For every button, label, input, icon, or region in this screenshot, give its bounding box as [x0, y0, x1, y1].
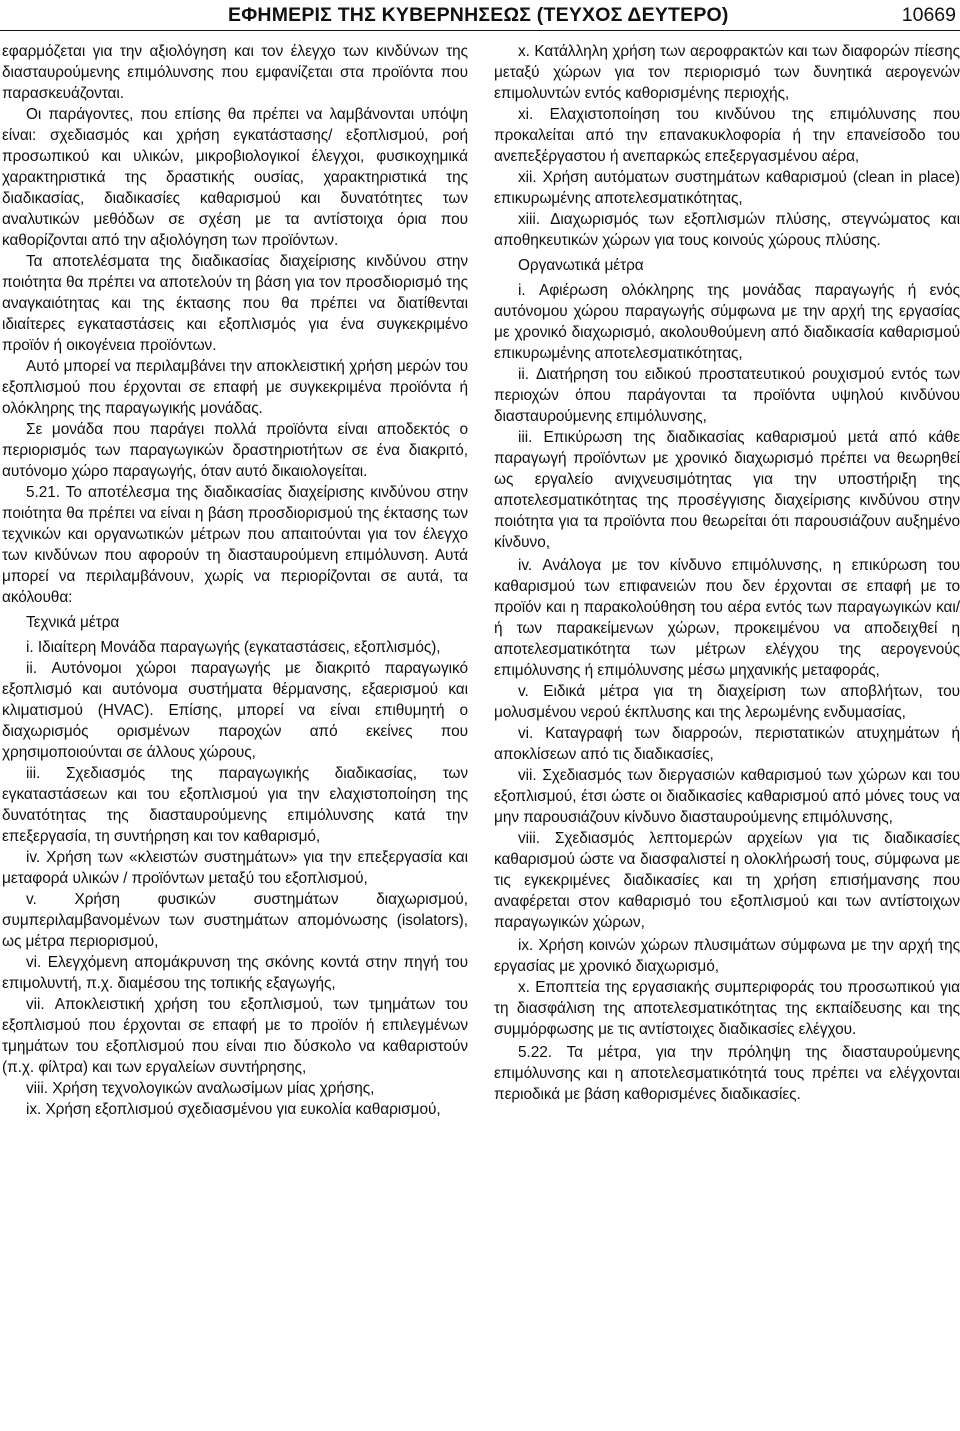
list-item: vii. Αποκλειστική χρήση του εξοπλισμού, των τμημάτων του εξοπλισμού που έρχονται σε επαφή με το προϊόν ή επιλεγμένων τμημάτων του εξοπλισμού που είναι πιο δύσκολο να καθαριστούν (π.χ. φίλτρα) και των εργαλείων συντήρησης, [2, 996, 468, 1076]
section-paragraph-5-22: 5.22. Τα μέτρα, για την πρόληψη της διασταυρούμενης επιμόλυνσης και η αποτελεσματικότητά τους πρέπει να ελέγχονται περιοδικά με βάση καθορισμένες διαδικασίες. [494, 1044, 960, 1103]
list-item: ii. Αυτόνομοι χώροι παραγωγής με διακριτό παραγωγικό εξοπλισμό και αυτόνομα συστήματα θέρμανσης, εξαερισμού και κλιματισμού (HVAC). Επίσης, μπορεί να είναι επιθυμητή ο διαχωρισμός ορισμένων παροχών από εκείνες που χρησιμοποιούνται σε άλλους χώρους, [2, 660, 468, 761]
list-item: v. Ειδικά μέτρα για τη διαχείριση των αποβλήτων, του μολυσμένου νερού έκπλυσης και της λερωμένης ενδυμασίας, [494, 683, 960, 721]
list-item: iv. Χρήση των «κλειστών συστημάτων» για την επεξεργασία και μεταφορά υλικών / προϊόντων μεταξύ του εξοπλισμού, [2, 849, 468, 887]
page-number: 10669 [901, 4, 956, 26]
list-item: v. Χρήση φυσικών συστημάτων διαχωρισμού, συμπεριλαμβανομένων των συστημάτων απομόνωσης (isolators), ως μέτρα περιορισμού, [2, 891, 468, 950]
page-header [0, 0, 960, 30]
left-column [2, 41, 468, 1120]
list-item: x. Κατάλληλη χρήση των αεροφρακτών και των διαφορών πίεσης μεταξύ χώρων για τον περιορισμό των δυνητικά αερογενών επιμολυντών εντός καθορισμένης περιοχής, [494, 43, 960, 102]
list-item: i. Ιδιαίτερη Μονάδα παραγωγής (εγκαταστάσεις, εξοπλισμός), [26, 639, 441, 656]
list-item: xii. Χρήση αυτόματων συστημάτων καθαρισμού (clean in place) επικυρωμένης αποτελεσματικότητας, [494, 169, 960, 207]
list-item: iii. Επικύρωση της διαδικασίας καθαρισμού μετά από κάθε παραγωγή προϊόντων με χρονικό διαχωρισμό πρέπει να θεωρηθεί ως εργαλείο ανιχνευσιμότητας για την υποστήριξη της αποτελεσματικότητας της προσέγγισης διαχείρισης κινδύνου στην ποιότητα για τα προϊόντα που θεωρείται ότι παρουσιάζουν αυξημένο κίνδυνο, [494, 429, 960, 551]
paragraph: Τα αποτελέσματα της διαδικασίας διαχείρισης κινδύνου στην ποιότητα θα πρέπει να αποτελούν τη βάση για τον προσδιορισμό της αναγκαιότητας και της έκτασης που θα πρέπει να διατίθενται ιδιαίτερες εγκαταστάσεις και εξοπλισμός για ένα συγκεκριμένο προϊόν ή οικογένεια προϊόντων. [2, 253, 468, 354]
list-item: vi. Καταγραφή των διαρροών, περιστατικών ατυχημάτων ή αποκλίσεων από τις διαδικασίες, [494, 725, 960, 763]
list-item: ix. Χρήση κοινών χώρων πλυσιμάτων σύμφωνα με την αρχή της εργασίας με χρονικό διαχωρισμό, [494, 937, 960, 975]
list-item: ix. Χρήση εξοπλισμού σχεδιασμένου για ευκολία καθαρισμού, [26, 1101, 441, 1118]
paragraph: Οι παράγοντες, που επίσης θα πρέπει να λαμβάνονται υπόψη είναι: σχεδιασμός και χρήση εγκατάστασης/ εξοπλισμού, ροή προσωπικού και υλικών, μικροβιολογικοί έλεγχοι, φυσικοχημικά χαρακτηριστικά της δραστικής ουσίας, χαρακτηριστικά της διαδικασίας, διαδικασίες καθαρισμού και δυνατότητες των αναλυτικών μεθόδων σε σχέση με τα αντίστοιχα όρια που καθορίζονται από την αξιολόγηση των προϊόντων. [2, 106, 468, 249]
right-column [494, 41, 960, 1105]
section-paragraph-5-21: 5.21. Το αποτέλεσμα της διαδικασίας διαχείρισης κινδύνου στην ποιότητα θα πρέπει να είναι η βάση προσδιορισμού της έκτασης των τεχνικών και οργανωτικών μέτρων που απαιτούνται για τον έλεγχο των κινδύνων που αφορούν τη διασταυρούμενη επιμόλυνση. Αυτά μπορεί να περιλαμβάνουν, χωρίς να περιορίζονται σε αυτά, τα ακόλουθα: [2, 484, 468, 606]
subheading-technical-measures: Τεχνικά μέτρα [26, 614, 120, 631]
paragraph: Σε μονάδα που παράγει πολλά προϊόντα είναι αποδεκτός ο περιορισμός των παραγωγικών δραστηριοτήτων σε ένα διακριτό, αυτόνομο χώρο παραγωγής, όταν αυτό δικαιολογείται. [2, 421, 468, 480]
list-item: xi. Ελαχιστοποίηση του κινδύνου της επιμόλυνσης που προκαλείται από την επανακυκλοφορία ή την επανείσοδο του ανεπεξέργαστου ή ανεπαρκώς επεξεργασμένου αέρα, [494, 106, 960, 165]
gazette-title: ΕΦΗΜΕΡΙΣ ΤΗΣ ΚΥΒΕΡΝΗΣΕΩΣ (ΤΕΥΧΟΣ ΔΕΥΤΕΡΟ) [228, 4, 729, 26]
paragraph: Αυτό μπορεί να περιλαμβάνει την αποκλειστική χρήση μερών του εξοπλισμού που έρχονται σε επαφή με συγκεκριμένα προϊόντα ή ολόκληρης της παραγωγικής μονάδας. [2, 358, 468, 417]
list-item: viii. Σχεδιασμός λεπτομερών αρχείων για τις διαδικασίες καθαρισμού ώστε να διασφαλιστεί η ολοκλήρωσή τους, σύμφωνα με τις εγκεκριμένες διαδικασίες και τη χρήση επισήμανσης που αναφέρεται στον καθαρισμό του εξοπλισμού και των αντίστοιχων παραγωγικών χώρων, [494, 830, 960, 931]
list-item: iv. Ανάλογα με τον κίνδυνο επιμόλυνσης, η επικύρωση του καθαρισμού των επιφανειών που δεν έρχονται σε επαφή με το προϊόν και η παρακολούθηση του αέρα εντός των παραγωγικών και/ ή των παρακείμενων χώρων, προκειμένου να αποδειχθεί η αποτελεσματικότητα των μέτρων ελέγχου της αερογενούς επιμόλυνσης ή επιμόλυνσης μέσω μηχανικής μεταφοράς, [494, 557, 960, 679]
list-item: vii. Σχεδιασμός των διεργασιών καθαρισμού των χώρων και του εξοπλισμού, έτσι ώστε οι διαδικασίες καθαρισμού από μόνες τους να μην παρουσιάζουν κίνδυνο διασταυρούμενης επιμόλυνσης, [494, 767, 960, 826]
header-divider [0, 30, 960, 31]
list-item: i. Αφιέρωση ολόκληρης της μονάδας παραγωγής ή ενός αυτόνομου χώρου παραγωγής σύμφωνα με την αρχή της εργασίας με χρονικό διαχωρισμό, ακολουθούμενη από διαδικασία καθαρισμού επικυρωμένης αποτελεσματικότητας, [494, 282, 960, 362]
list-item: x. Εποπτεία της εργασιακής συμπεριφοράς του προσωπικού για τη διασφάλιση της αποτελεσματικότητας της εκπαίδευσης και της συμμόρφωσης με τις αντίστοιχες διαδικασίες ελέγχου. [494, 979, 960, 1038]
paragraph: εφαρμόζεται για την αξιολόγηση και τον έλεγχο των κινδύνων της διασταυρούμενης επιμόλυνσης που εμφανίζεται στα προϊόντα που παρασκευάζονται. [2, 43, 468, 102]
list-item: viii. Χρήση τεχνολογικών αναλωσίμων μίας χρήσης, [26, 1080, 375, 1097]
list-item: iii. Σχεδιασμός της παραγωγικής διαδικασίας, των εγκαταστάσεων και του εξοπλισμού για την ελαχιστοποίηση της δυνατότητας της διασταυρούμενης επιμόλυνσης κατά την επεξεργασία, τη συντήρηση και τον καθαρισμό, [2, 765, 468, 845]
subheading-organizational-measures: Οργανωτικά μέτρα [518, 257, 644, 274]
list-item: xiii. Διαχωρισμός των εξοπλισμών πλύσης, στεγνώματος και αποθηκευτικών χώρων για τους κοινούς χώρους πλύσης. [494, 211, 960, 249]
list-item: ii. Διατήρηση του ειδικού προστατευτικού ρουχισμού εντός των περιοχών όπου παράγονται τα προϊόντα υψηλού κινδύνου διασταυρούμενης επιμόλυνσης, [494, 366, 960, 425]
list-item: vi. Ελεγχόμενη απομάκρυνση της σκόνης κοντά στην πηγή του επιμολυντή, π.χ. διαμέσου της τοπικής εξαγωγής, [2, 954, 468, 992]
